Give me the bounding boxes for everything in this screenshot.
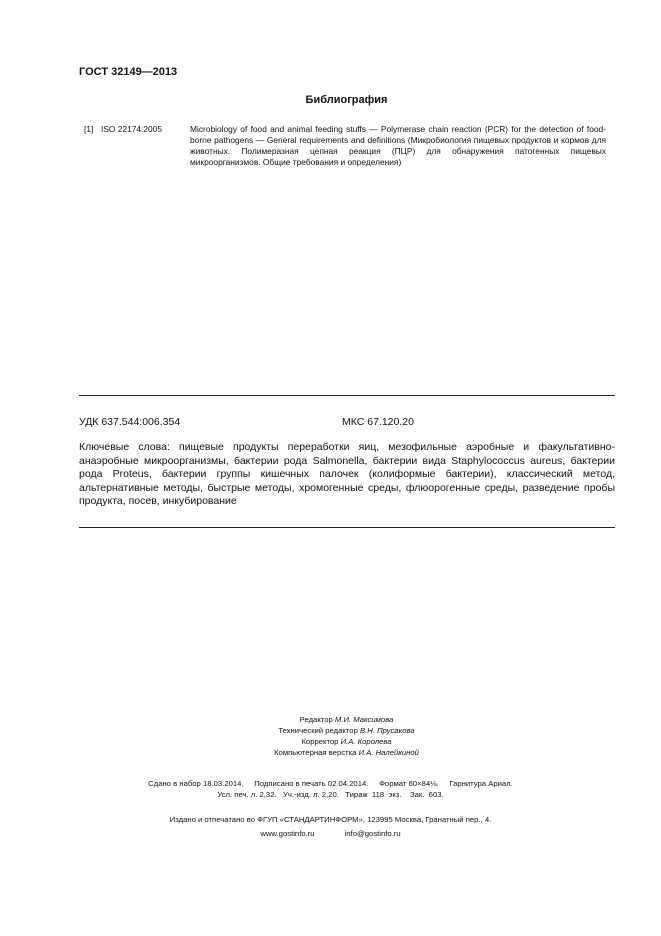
editorial-credits: [0, 714, 661, 758]
credit-line: [0, 736, 661, 747]
publisher-line: Издано и отпечатано во ФГУП «СТАНДАРТИНФОРМ», 123995 Москва, Гранатный пер., 4.: [169, 815, 492, 824]
credit-line: [0, 725, 661, 736]
bibliography-entry-number: [1]: [84, 124, 94, 134]
mks-code: МКС 67.120.20: [342, 416, 414, 428]
credit-person: В.Н. Прусакова: [360, 726, 415, 735]
credit-person: И.А. Королева: [340, 737, 392, 746]
keywords-paragraph: Ключевые слова: пищевые продукты переработки яиц, мезофильные аэробные и факультативно-анаэробные микроорганизмы, бактерии рода Salmonella, бактерии вида Staphylococcus aureus, бактерии рода Proteus, бактерии группы кишечных палочек (колиформые бактерии), классический метод, альтернативные методы, быстрые методы, хромогенные среды, флюорогенные среды, разведение пробы продукта, посев, инкубирование: [79, 441, 615, 508]
credit-role: Технический редактор: [278, 726, 358, 735]
publisher-contacts: [0, 828, 661, 839]
bibliography-entry-text: Microbiology of food and animal feeding stuffs — Polymerase chain reaction (PCR) for the detection of food-borne pathogens — General requirements and definitions (Микробиология пищевых продуктов и кормов для животных. Полимеразная цепная реакция (ПЦР) для обнаружения патогенных пищевых микроорганизмов. Общие требования и определения): [190, 124, 606, 167]
bibliography-entry-code: ISO 22174:2005: [101, 124, 163, 134]
credit-line: [0, 747, 661, 758]
udk-code: УДК 637.544:006.354: [79, 416, 181, 428]
website-link[interactable]: www.gostinfo.ru: [260, 829, 315, 838]
credit-person: М.И. Максимова: [334, 715, 394, 724]
credit-line: [0, 714, 661, 725]
credit-person: И.А. Налейкиной: [358, 748, 419, 757]
bibliography-title: Библиография: [305, 94, 388, 106]
divider-top: [79, 395, 615, 396]
credit-role: Компьютерная верстка: [274, 748, 357, 757]
standard-header: ГОСТ 32149—2013: [79, 66, 178, 78]
imprint-line-1: Сдано в набор 18.03.2014. Подписано в печать 02.04.2014. Формат 60×84⅛. Гарнитура Ариал.: [148, 779, 513, 788]
divider-bottom: [79, 527, 615, 528]
credit-role: Редактор: [299, 715, 333, 724]
email-link[interactable]: info@gostinfo.ru: [344, 829, 401, 838]
imprint-line-2: Усл. печ. л. 2,32. Уч.-изд. л. 2,20. Тираж 118 экз. Зак. 603.: [217, 790, 444, 799]
print-imprint: [0, 778, 661, 800]
credit-role: Корректор: [301, 737, 339, 746]
